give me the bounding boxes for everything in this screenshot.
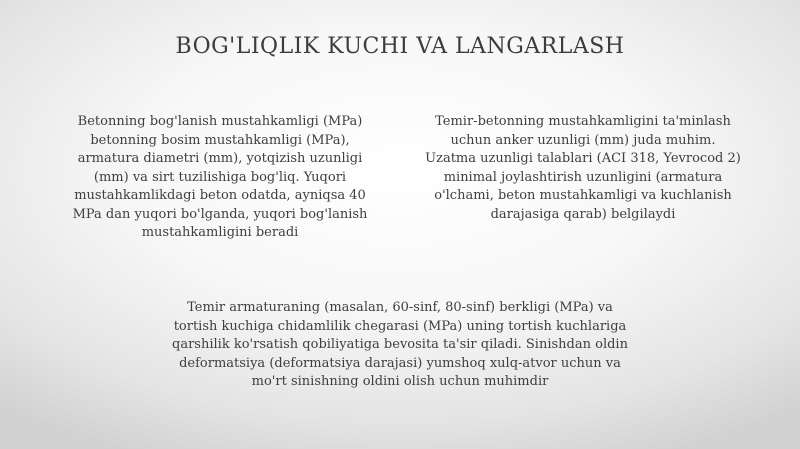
left-paragraph-line: (mm) va sirt tuzilishiga bog'liq. Yuqori bbox=[93, 169, 347, 185]
slide-title: BOG'LIQLIK KUCHI VA LANGARLASH bbox=[175, 34, 625, 59]
left-paragraph-line: Betonning bog'lanish mustahkamligi (MPa) bbox=[77, 114, 363, 129]
left-paragraph bbox=[40, 113, 400, 243]
right-paragraph-line: Temir-betonning mustahkamligini ta'minlash bbox=[435, 114, 731, 129]
bottom-paragraph-line: Temir armaturaning (masalan, 60-sinf, 80-sinf) berkligi (MPa) va bbox=[187, 300, 613, 315]
right-paragraph-line: uchun anker uzunligi (mm) juda muhim. bbox=[450, 132, 716, 148]
bottom-paragraph-line: deformatsiya (deformatsiya darajasi) yumshoq xulq-atvor uchun va bbox=[179, 355, 621, 371]
left-paragraph-line: mustahkamlikdagi beton odatda, ayniqsa 40 bbox=[74, 188, 366, 203]
right-paragraph-line: Uzatma uzunligi talablari (ACI 318, Yevrocod 2) bbox=[425, 151, 741, 166]
right-paragraph bbox=[403, 113, 763, 224]
left-paragraph-line: betonning bosim mustahkamligi (MPa), bbox=[90, 132, 350, 148]
left-paragraph-line: MPa dan yuqori bo'lganda, yuqori bog'lanish bbox=[72, 206, 368, 222]
bottom-paragraph-line: mo'rt sinishning oldini olish uchun muhimdir bbox=[251, 374, 549, 389]
bottom-paragraph-line: tortish kuchiga chidamlilik chegarasi (MPa) uning tortish kuchlariga bbox=[173, 318, 627, 334]
right-paragraph-line: minimal joylashtirish uzunligini (armatura bbox=[443, 169, 723, 185]
bottom-paragraph bbox=[120, 299, 680, 392]
left-paragraph-line: armatura diametri (mm), yotqizish uzunligi bbox=[77, 151, 363, 166]
right-paragraph-line: darajasiga qarab) belgilaydi bbox=[490, 206, 676, 222]
left-paragraph-line: mustahkamligini beradi bbox=[141, 225, 299, 240]
bottom-paragraph-line: qarshilik ko'rsatish qobiliyatiga bevosita ta'sir qiladi. Sinishdan oldin bbox=[172, 337, 628, 352]
right-paragraph-line: o'lchami, beton mustahkamligi va kuchlanish bbox=[434, 188, 732, 203]
